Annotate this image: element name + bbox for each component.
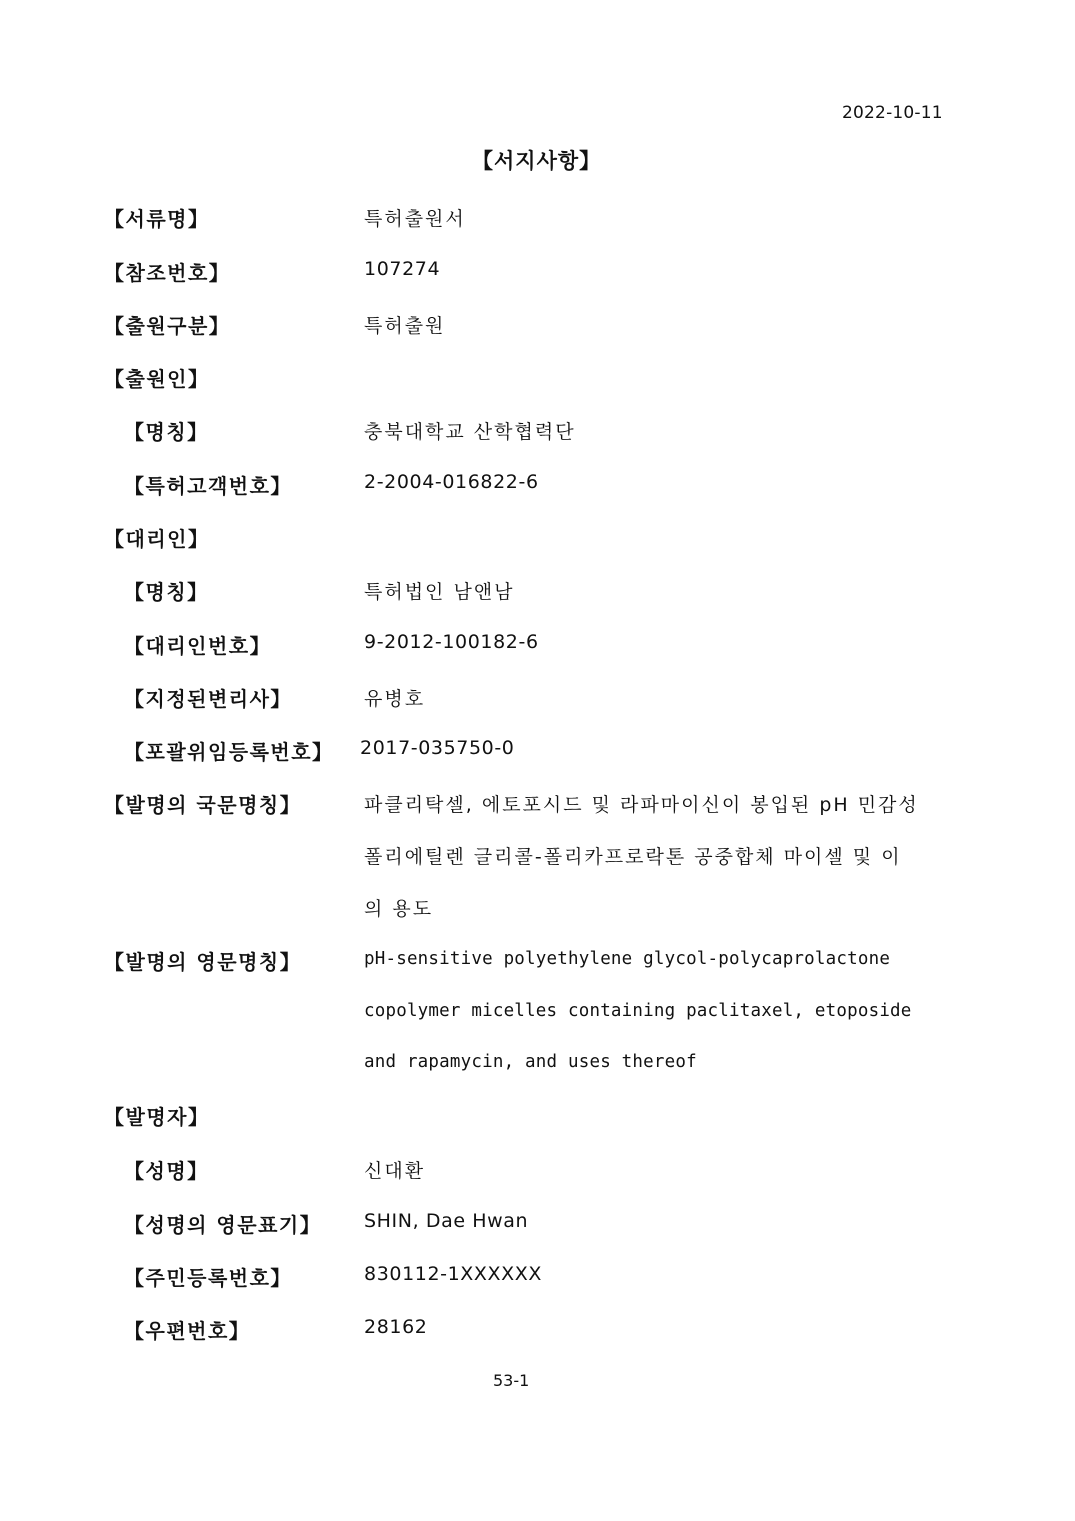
field-label: 【성명】 — [124, 1159, 209, 1183]
field-label: 【대리인번호】 — [124, 634, 272, 658]
field-label: 【서류명】 — [104, 207, 210, 231]
field-value-line: copolymer micelles containing paclitaxel, etoposide — [364, 1001, 912, 1021]
field-title-ko-cont — [0, 893, 1075, 933]
field-inventor-name — [0, 1155, 1075, 1195]
field-value: 특허출원 — [364, 315, 446, 337]
field-title-en-cont — [0, 998, 1075, 1038]
field-value: 107274 — [364, 258, 441, 280]
field-label: 【참조번호】 — [104, 261, 231, 285]
field-value: 9-2012-100182-6 — [364, 631, 539, 653]
field-label: 【특허고객번호】 — [124, 474, 292, 498]
field-applicant-name — [0, 416, 1075, 456]
field-resident-no — [0, 1262, 1075, 1302]
field-app-type — [0, 310, 1075, 350]
field-title-ko-cont — [0, 841, 1075, 881]
field-title-ko — [0, 789, 1075, 829]
field-label: 【지정된변리사】 — [124, 687, 292, 711]
section-label: 【발명자】 — [104, 1105, 210, 1129]
field-label: 【발명의 영문명칭】 — [104, 950, 302, 974]
field-value-line: 폴리에틸렌 글리콜-폴리카프로락톤 공중합체 마이셀 및 이 — [364, 846, 902, 868]
field-label: 【우편번호】 — [124, 1319, 251, 1343]
section-label: 【대리인】 — [104, 527, 210, 551]
section-applicant — [0, 363, 1075, 403]
field-value: 신대환 — [364, 1160, 426, 1182]
field-label: 【포괄위임등록번호】 — [124, 740, 334, 764]
field-title-en-cont — [0, 1049, 1075, 1089]
field-value: SHIN, Dae Hwan — [364, 1210, 529, 1232]
field-value: 특허법인 남앤남 — [364, 581, 515, 603]
field-value-line: pH-sensitive polyethylene glycol-polycaprolactone — [364, 949, 891, 969]
field-value: 28162 — [364, 1316, 428, 1338]
page-number: 53-1 — [493, 1371, 530, 1390]
document-date: 2022-10-11 — [842, 103, 943, 123]
field-value: 830112-1XXXXXX — [364, 1263, 542, 1285]
section-agent — [0, 523, 1075, 563]
field-postal-code — [0, 1315, 1075, 1355]
field-attorney — [0, 683, 1075, 723]
field-value: 특허출원서 — [364, 208, 466, 230]
field-inventor-name-en — [0, 1209, 1075, 1249]
field-value-line: 파클리탁셀, 에토포시드 및 라파마이신이 봉입된 pH 민감성 — [364, 794, 919, 816]
field-label: 【주민등록번호】 — [124, 1266, 292, 1290]
field-label: 【출원구분】 — [104, 314, 231, 338]
field-power-no — [0, 736, 1075, 776]
field-value: 2017-035750-0 — [360, 737, 515, 759]
field-applicant-code — [0, 470, 1075, 510]
field-value: 유병호 — [364, 688, 426, 710]
field-value-line: 의 용도 — [364, 898, 434, 920]
field-value-line: and rapamycin, and uses thereof — [364, 1052, 697, 1072]
field-value: 2-2004-016822-6 — [364, 471, 539, 493]
section-label: 【출원인】 — [104, 367, 210, 391]
field-label: 【성명의 영문표기】 — [124, 1213, 322, 1237]
field-value: 충북대학교 산학협력단 — [364, 421, 576, 443]
section-inventor — [0, 1101, 1075, 1141]
field-agent-name — [0, 576, 1075, 616]
field-label: 【명칭】 — [124, 420, 209, 444]
field-ref-no — [0, 257, 1075, 297]
field-doc-name — [0, 203, 1075, 243]
document-title: 【서지사항】 — [472, 149, 602, 173]
field-label: 【명칭】 — [124, 580, 209, 604]
field-agent-code — [0, 630, 1075, 670]
field-label: 【발명의 국문명칭】 — [104, 793, 302, 817]
field-title-en — [0, 946, 1075, 986]
